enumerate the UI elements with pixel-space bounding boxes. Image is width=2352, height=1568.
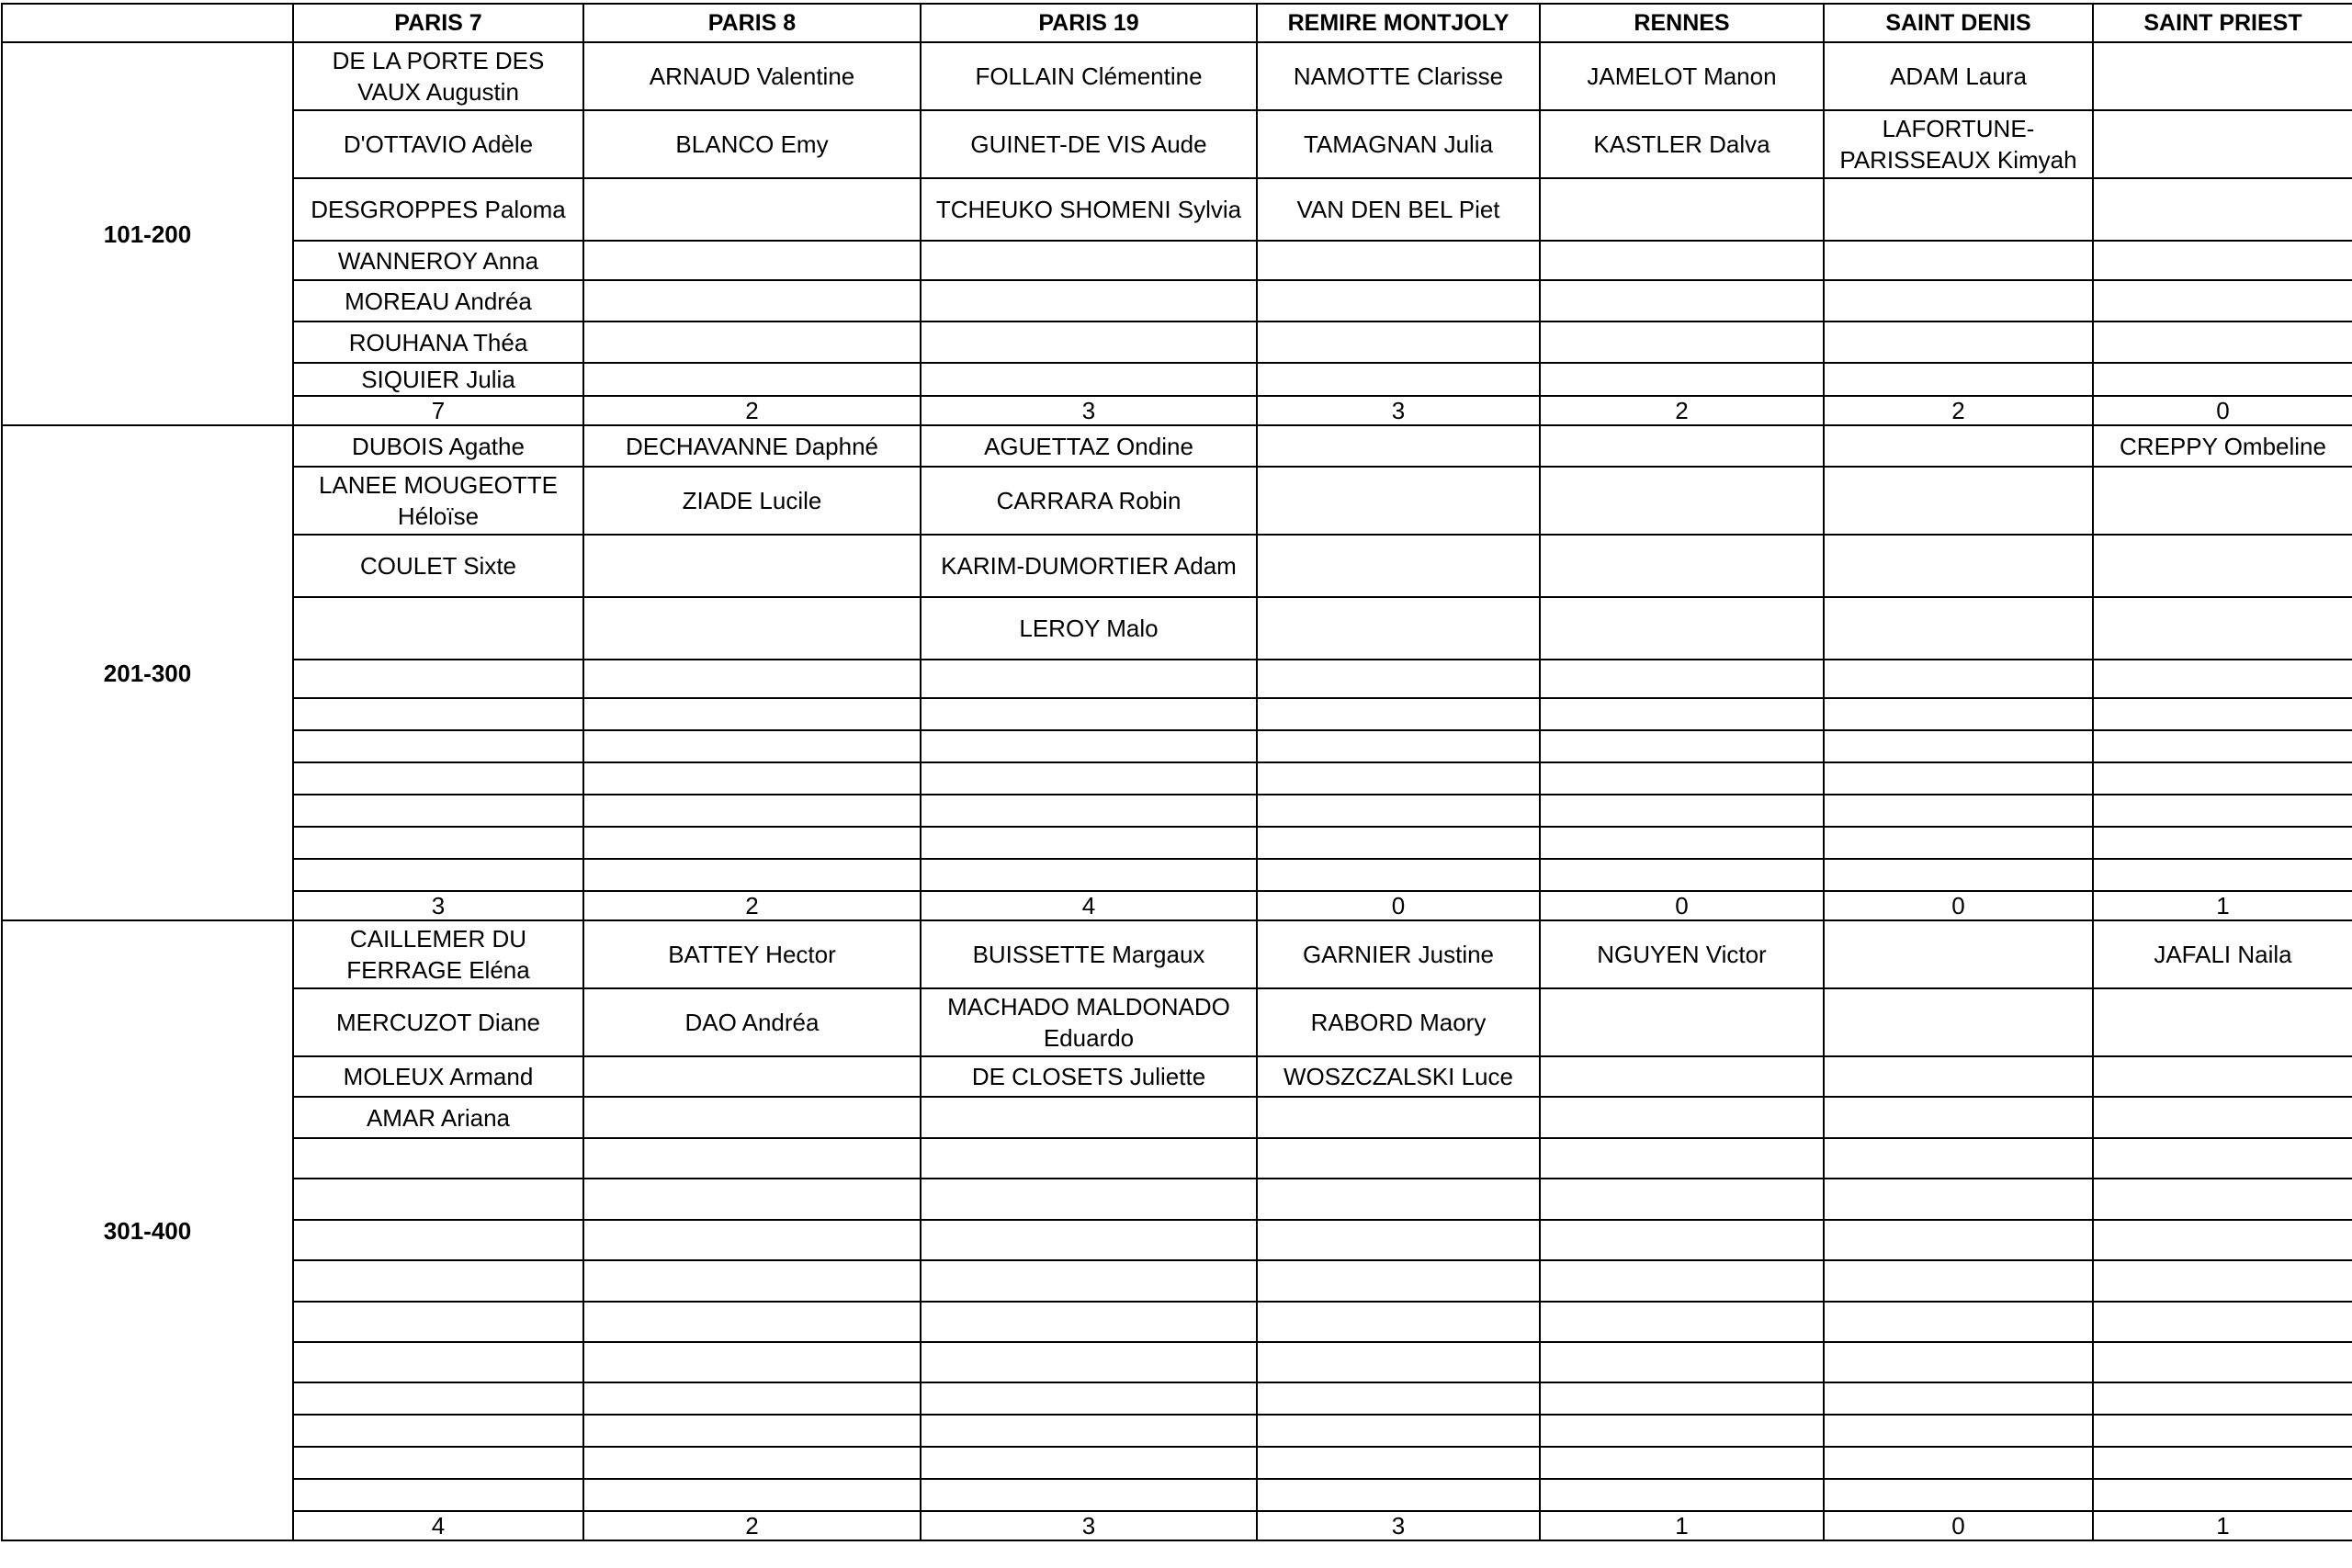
name-cell-saint-denis — [1824, 241, 2093, 280]
name-cell-rennes — [1540, 1179, 1824, 1220]
name-cell-saint-priest — [2093, 467, 2352, 535]
name-cell-paris-19 — [921, 1415, 1257, 1447]
name-cell-saint-denis — [1824, 280, 2093, 321]
count-cell-remire-montjoly: 3 — [1257, 396, 1540, 425]
name-cell-paris-7 — [293, 762, 583, 795]
name-cell-saint-priest — [2093, 730, 2352, 762]
count-row — [2, 396, 2352, 425]
table-row — [2, 467, 2352, 535]
name-cell-paris-7: DE LA PORTE DES VAUX Augustin — [293, 42, 583, 110]
name-cell-remire-montjoly — [1257, 827, 1540, 859]
name-cell-paris-7 — [293, 1260, 583, 1302]
table-row — [2, 1447, 2352, 1479]
table-row — [2, 795, 2352, 827]
name-cell-paris-19: GUINET-DE VIS Aude — [921, 110, 1257, 178]
name-cell-paris-19 — [921, 1179, 1257, 1220]
name-cell-saint-denis — [1824, 660, 2093, 698]
column-header-paris-8: PARIS 8 — [583, 4, 921, 42]
table-header — [2, 4, 2352, 42]
count-row — [2, 1511, 2352, 1540]
name-cell-rennes — [1540, 1479, 1824, 1511]
name-cell-saint-denis — [1824, 1447, 2093, 1479]
name-cell-paris-8 — [583, 827, 921, 859]
name-cell-saint-priest — [2093, 321, 2352, 363]
name-cell-paris-7 — [293, 597, 583, 660]
table-row — [2, 280, 2352, 321]
name-cell-paris-8 — [583, 1415, 921, 1447]
column-header-remire-montjoly: REMIRE MONTJOLY — [1257, 4, 1540, 42]
name-cell-paris-19: MACHADO MALDONADO Eduardo — [921, 988, 1257, 1056]
header-row — [2, 4, 2352, 42]
table-row — [2, 535, 2352, 597]
name-cell-remire-montjoly — [1257, 1342, 1540, 1382]
table-row — [2, 1056, 2352, 1097]
name-cell-paris-19 — [921, 827, 1257, 859]
count-cell-saint-priest: 1 — [2093, 1511, 2352, 1540]
name-cell-saint-priest — [2093, 1382, 2352, 1415]
name-cell-saint-denis — [1824, 1342, 2093, 1382]
name-cell-rennes — [1540, 795, 1824, 827]
name-cell-saint-priest — [2093, 762, 2352, 795]
name-cell-paris-19 — [921, 1447, 1257, 1479]
name-cell-remire-montjoly: RABORD Maory — [1257, 988, 1540, 1056]
name-cell-saint-denis — [1824, 535, 2093, 597]
name-cell-paris-8 — [583, 597, 921, 660]
name-cell-paris-7 — [293, 1415, 583, 1447]
name-cell-rennes — [1540, 321, 1824, 363]
name-cell-saint-denis — [1824, 1097, 2093, 1138]
roster-sheet — [1, 3, 2352, 1554]
count-cell-remire-montjoly: 3 — [1257, 1511, 1540, 1540]
name-cell-paris-7: DUBOIS Agathe — [293, 425, 583, 467]
name-cell-remire-montjoly: NAMOTTE Clarisse — [1257, 42, 1540, 110]
table-row — [2, 1260, 2352, 1302]
name-cell-rennes — [1540, 1097, 1824, 1138]
name-cell-saint-priest — [2093, 535, 2352, 597]
name-cell-remire-montjoly — [1257, 467, 1540, 535]
name-cell-remire-montjoly: TAMAGNAN Julia — [1257, 110, 1540, 178]
name-cell-saint-denis — [1824, 1302, 2093, 1342]
table-row — [2, 1382, 2352, 1415]
name-cell-paris-19 — [921, 1260, 1257, 1302]
name-cell-remire-montjoly — [1257, 1479, 1540, 1511]
name-cell-paris-19: TCHEUKO SHOMENI Sylvia — [921, 178, 1257, 241]
name-cell-paris-19 — [921, 660, 1257, 698]
name-cell-remire-montjoly — [1257, 425, 1540, 467]
name-cell-saint-denis — [1824, 1179, 2093, 1220]
table-row — [2, 1220, 2352, 1260]
name-cell-paris-19 — [921, 859, 1257, 891]
name-cell-rennes — [1540, 1415, 1824, 1447]
name-cell-saint-denis — [1824, 1220, 2093, 1260]
table-row — [2, 1342, 2352, 1382]
header-corner-cell — [2, 4, 293, 42]
name-cell-paris-7 — [293, 859, 583, 891]
table-row — [2, 762, 2352, 795]
name-cell-saint-denis — [1824, 1415, 2093, 1447]
name-cell-paris-7: MOREAU Andréa — [293, 280, 583, 321]
name-cell-saint-denis — [1824, 1382, 2093, 1415]
roster-table — [1, 3, 2352, 1541]
name-cell-rennes — [1540, 730, 1824, 762]
count-cell-saint-denis: 0 — [1824, 891, 2093, 920]
name-cell-remire-montjoly — [1257, 1302, 1540, 1342]
table-row — [2, 660, 2352, 698]
count-cell-paris-7: 4 — [293, 1511, 583, 1540]
name-cell-saint-denis — [1824, 597, 2093, 660]
name-cell-paris-7 — [293, 730, 583, 762]
name-cell-saint-priest — [2093, 1097, 2352, 1138]
name-cell-saint-priest: CREPPY Ombeline — [2093, 425, 2352, 467]
name-cell-saint-priest — [2093, 1342, 2352, 1382]
count-cell-remire-montjoly: 0 — [1257, 891, 1540, 920]
name-cell-paris-19 — [921, 1302, 1257, 1342]
name-cell-saint-priest — [2093, 110, 2352, 178]
name-cell-remire-montjoly — [1257, 1382, 1540, 1415]
name-cell-saint-priest — [2093, 1220, 2352, 1260]
name-cell-paris-19: CARRARA Robin — [921, 467, 1257, 535]
count-cell-paris-7: 7 — [293, 396, 583, 425]
name-cell-paris-7 — [293, 1479, 583, 1511]
name-cell-rennes: NGUYEN Victor — [1540, 920, 1824, 988]
name-cell-paris-19 — [921, 1097, 1257, 1138]
name-cell-rennes — [1540, 467, 1824, 535]
name-cell-paris-19 — [921, 698, 1257, 730]
name-cell-paris-7 — [293, 698, 583, 730]
name-cell-paris-7: MOLEUX Armand — [293, 1056, 583, 1097]
name-cell-saint-denis: ADAM Laura — [1824, 42, 2093, 110]
name-cell-saint-denis — [1824, 1138, 2093, 1179]
name-cell-saint-denis — [1824, 178, 2093, 241]
name-cell-paris-8 — [583, 535, 921, 597]
name-cell-paris-8 — [583, 859, 921, 891]
name-cell-saint-priest — [2093, 1260, 2352, 1302]
name-cell-paris-8 — [583, 1302, 921, 1342]
name-cell-saint-priest — [2093, 241, 2352, 280]
table-row — [2, 859, 2352, 891]
name-cell-saint-denis — [1824, 363, 2093, 396]
name-cell-paris-8 — [583, 698, 921, 730]
count-cell-saint-denis: 2 — [1824, 396, 2093, 425]
name-cell-saint-denis — [1824, 425, 2093, 467]
name-cell-remire-montjoly — [1257, 730, 1540, 762]
name-cell-saint-priest — [2093, 1138, 2352, 1179]
name-cell-paris-7: MERCUZOT Diane — [293, 988, 583, 1056]
count-cell-paris-19: 4 — [921, 891, 1257, 920]
name-cell-paris-19: DE CLOSETS Juliette — [921, 1056, 1257, 1097]
table-row — [2, 110, 2352, 178]
name-cell-remire-montjoly — [1257, 762, 1540, 795]
name-cell-paris-7: DESGROPPES Paloma — [293, 178, 583, 241]
name-cell-rennes — [1540, 827, 1824, 859]
table-row — [2, 241, 2352, 280]
name-cell-remire-montjoly — [1257, 1097, 1540, 1138]
name-cell-remire-montjoly — [1257, 1447, 1540, 1479]
name-cell-remire-montjoly — [1257, 597, 1540, 660]
name-cell-paris-19: BUISSETTE Margaux — [921, 920, 1257, 988]
name-cell-paris-8: ARNAUD Valentine — [583, 42, 921, 110]
name-cell-paris-19 — [921, 363, 1257, 396]
count-cell-paris-8: 2 — [583, 891, 921, 920]
name-cell-saint-priest — [2093, 827, 2352, 859]
table-row — [2, 363, 2352, 396]
table-row — [2, 698, 2352, 730]
count-cell-paris-8: 2 — [583, 396, 921, 425]
name-cell-remire-montjoly — [1257, 535, 1540, 597]
name-cell-remire-montjoly: WOSZCZALSKI Luce — [1257, 1056, 1540, 1097]
name-cell-rennes — [1540, 280, 1824, 321]
name-cell-remire-montjoly — [1257, 795, 1540, 827]
table-row — [2, 988, 2352, 1056]
name-cell-paris-7: AMAR Ariana — [293, 1097, 583, 1138]
name-cell-paris-19 — [921, 730, 1257, 762]
name-cell-paris-19 — [921, 1479, 1257, 1511]
name-cell-saint-denis — [1824, 795, 2093, 827]
count-cell-saint-priest: 0 — [2093, 396, 2352, 425]
name-cell-saint-priest — [2093, 597, 2352, 660]
count-cell-paris-7: 3 — [293, 891, 583, 920]
name-cell-paris-7 — [293, 1138, 583, 1179]
table-row — [2, 1097, 2352, 1138]
name-cell-paris-8 — [583, 363, 921, 396]
count-cell-saint-priest: 1 — [2093, 891, 2352, 920]
name-cell-paris-8 — [583, 280, 921, 321]
name-cell-saint-priest — [2093, 1056, 2352, 1097]
rank-band-label: 101-200 — [2, 42, 293, 425]
name-cell-rennes — [1540, 698, 1824, 730]
name-cell-paris-8: DAO Andréa — [583, 988, 921, 1056]
name-cell-paris-7 — [293, 1179, 583, 1220]
rank-band-label: 201-300 — [2, 425, 293, 920]
table-row — [2, 425, 2352, 467]
name-cell-saint-denis — [1824, 920, 2093, 988]
name-cell-rennes — [1540, 859, 1824, 891]
name-cell-saint-denis — [1824, 827, 2093, 859]
name-cell-saint-denis — [1824, 1260, 2093, 1302]
table-body — [2, 42, 2352, 1540]
name-cell-rennes — [1540, 535, 1824, 597]
name-cell-paris-7: SIQUIER Julia — [293, 363, 583, 396]
name-cell-paris-7: ROUHANA Théa — [293, 321, 583, 363]
table-row — [2, 1179, 2352, 1220]
table-row — [2, 1302, 2352, 1342]
name-cell-paris-8 — [583, 1220, 921, 1260]
name-cell-paris-19 — [921, 1382, 1257, 1415]
name-cell-remire-montjoly — [1257, 698, 1540, 730]
column-header-saint-priest: SAINT PRIEST — [2093, 4, 2352, 42]
name-cell-saint-denis — [1824, 730, 2093, 762]
name-cell-paris-7: CAILLEMER DU FERRAGE Eléna — [293, 920, 583, 988]
name-cell-saint-priest — [2093, 1302, 2352, 1342]
name-cell-saint-priest — [2093, 363, 2352, 396]
column-header-saint-denis: SAINT DENIS — [1824, 4, 2093, 42]
name-cell-paris-8 — [583, 241, 921, 280]
name-cell-rennes: JAMELOT Manon — [1540, 42, 1824, 110]
name-cell-paris-8: ZIADE Lucile — [583, 467, 921, 535]
count-cell-rennes: 0 — [1540, 891, 1824, 920]
name-cell-remire-montjoly — [1257, 1260, 1540, 1302]
name-cell-paris-19: KARIM-DUMORTIER Adam — [921, 535, 1257, 597]
name-cell-paris-7 — [293, 795, 583, 827]
name-cell-paris-7: WANNEROY Anna — [293, 241, 583, 280]
name-cell-rennes: KASTLER Dalva — [1540, 110, 1824, 178]
count-cell-paris-19: 3 — [921, 1511, 1257, 1540]
name-cell-paris-7 — [293, 1302, 583, 1342]
count-cell-paris-8: 2 — [583, 1511, 921, 1540]
name-cell-saint-priest — [2093, 280, 2352, 321]
name-cell-remire-montjoly — [1257, 1415, 1540, 1447]
name-cell-saint-priest — [2093, 698, 2352, 730]
name-cell-paris-8 — [583, 1138, 921, 1179]
name-cell-saint-priest — [2093, 1479, 2352, 1511]
count-cell-saint-denis: 0 — [1824, 1511, 2093, 1540]
name-cell-paris-8 — [583, 1479, 921, 1511]
name-cell-rennes — [1540, 1220, 1824, 1260]
name-cell-saint-denis — [1824, 859, 2093, 891]
name-cell-paris-8 — [583, 1382, 921, 1415]
table-row — [2, 1138, 2352, 1179]
name-cell-paris-7 — [293, 1220, 583, 1260]
name-cell-paris-7 — [293, 827, 583, 859]
name-cell-saint-priest — [2093, 42, 2352, 110]
name-cell-saint-priest — [2093, 1447, 2352, 1479]
column-header-paris-19: PARIS 19 — [921, 4, 1257, 42]
name-cell-paris-8 — [583, 1097, 921, 1138]
name-cell-paris-19 — [921, 280, 1257, 321]
name-cell-rennes — [1540, 1138, 1824, 1179]
name-cell-rennes — [1540, 363, 1824, 396]
name-cell-saint-priest: JAFALI Naila — [2093, 920, 2352, 988]
name-cell-rennes — [1540, 1260, 1824, 1302]
name-cell-paris-7 — [293, 1342, 583, 1382]
name-cell-paris-19: FOLLAIN Clémentine — [921, 42, 1257, 110]
name-cell-saint-denis — [1824, 1479, 2093, 1511]
name-cell-saint-denis: LAFORTUNE-PARISSEAUX Kimyah — [1824, 110, 2093, 178]
name-cell-paris-7: D'OTTAVIO Adèle — [293, 110, 583, 178]
name-cell-paris-8 — [583, 1260, 921, 1302]
count-cell-paris-19: 3 — [921, 396, 1257, 425]
name-cell-paris-19 — [921, 1342, 1257, 1382]
name-cell-rennes — [1540, 1447, 1824, 1479]
name-cell-paris-8: BATTEY Hector — [583, 920, 921, 988]
name-cell-paris-8: DECHAVANNE Daphné — [583, 425, 921, 467]
name-cell-rennes — [1540, 1056, 1824, 1097]
name-cell-paris-7 — [293, 1382, 583, 1415]
name-cell-saint-priest — [2093, 1179, 2352, 1220]
name-cell-rennes — [1540, 1342, 1824, 1382]
name-cell-rennes — [1540, 241, 1824, 280]
name-cell-paris-19 — [921, 795, 1257, 827]
name-cell-saint-denis — [1824, 762, 2093, 795]
name-cell-paris-7: LANEE MOUGEOTTE Héloïse — [293, 467, 583, 535]
name-cell-rennes — [1540, 762, 1824, 795]
name-cell-paris-8 — [583, 730, 921, 762]
name-cell-paris-8 — [583, 1179, 921, 1220]
name-cell-paris-8 — [583, 178, 921, 241]
table-row — [2, 827, 2352, 859]
name-cell-remire-montjoly — [1257, 321, 1540, 363]
name-cell-paris-19: AGUETTAZ Ondine — [921, 425, 1257, 467]
table-row — [2, 920, 2352, 988]
name-cell-paris-7 — [293, 660, 583, 698]
name-cell-remire-montjoly — [1257, 363, 1540, 396]
table-row — [2, 1479, 2352, 1511]
name-cell-remire-montjoly — [1257, 1179, 1540, 1220]
count-cell-rennes: 1 — [1540, 1511, 1824, 1540]
name-cell-remire-montjoly — [1257, 859, 1540, 891]
column-header-rennes: RENNES — [1540, 4, 1824, 42]
table-row — [2, 597, 2352, 660]
name-cell-saint-priest — [2093, 859, 2352, 891]
name-cell-paris-8: BLANCO Emy — [583, 110, 921, 178]
name-cell-rennes — [1540, 660, 1824, 698]
column-header-paris-7: PARIS 7 — [293, 4, 583, 42]
name-cell-saint-priest — [2093, 1415, 2352, 1447]
name-cell-remire-montjoly — [1257, 660, 1540, 698]
name-cell-saint-priest — [2093, 795, 2352, 827]
name-cell-saint-denis — [1824, 467, 2093, 535]
name-cell-saint-denis — [1824, 988, 2093, 1056]
name-cell-remire-montjoly — [1257, 1220, 1540, 1260]
name-cell-paris-7: COULET Sixte — [293, 535, 583, 597]
name-cell-paris-19 — [921, 1138, 1257, 1179]
name-cell-paris-8 — [583, 1342, 921, 1382]
name-cell-paris-8 — [583, 660, 921, 698]
count-cell-rennes: 2 — [1540, 396, 1824, 425]
name-cell-remire-montjoly: GARNIER Justine — [1257, 920, 1540, 988]
name-cell-paris-8 — [583, 321, 921, 363]
name-cell-saint-priest — [2093, 660, 2352, 698]
count-row — [2, 891, 2352, 920]
name-cell-paris-19 — [921, 321, 1257, 363]
name-cell-remire-montjoly — [1257, 241, 1540, 280]
name-cell-paris-19 — [921, 1220, 1257, 1260]
name-cell-saint-denis — [1824, 1056, 2093, 1097]
name-cell-remire-montjoly — [1257, 280, 1540, 321]
name-cell-paris-19 — [921, 762, 1257, 795]
name-cell-paris-7 — [293, 1447, 583, 1479]
rank-band-label: 301-400 — [2, 920, 293, 1540]
name-cell-rennes — [1540, 178, 1824, 241]
name-cell-paris-19: LEROY Malo — [921, 597, 1257, 660]
name-cell-saint-denis — [1824, 321, 2093, 363]
name-cell-paris-8 — [583, 795, 921, 827]
table-row — [2, 178, 2352, 241]
name-cell-rennes — [1540, 1302, 1824, 1342]
name-cell-saint-denis — [1824, 698, 2093, 730]
name-cell-paris-8 — [583, 1056, 921, 1097]
name-cell-rennes — [1540, 425, 1824, 467]
name-cell-saint-priest — [2093, 178, 2352, 241]
table-row — [2, 1415, 2352, 1447]
name-cell-paris-19 — [921, 241, 1257, 280]
name-cell-saint-priest — [2093, 988, 2352, 1056]
name-cell-paris-8 — [583, 1447, 921, 1479]
name-cell-rennes — [1540, 988, 1824, 1056]
name-cell-rennes — [1540, 597, 1824, 660]
table-row — [2, 42, 2352, 110]
name-cell-rennes — [1540, 1382, 1824, 1415]
table-row — [2, 730, 2352, 762]
name-cell-remire-montjoly — [1257, 1138, 1540, 1179]
name-cell-remire-montjoly: VAN DEN BEL Piet — [1257, 178, 1540, 241]
name-cell-paris-8 — [583, 762, 921, 795]
table-row — [2, 321, 2352, 363]
